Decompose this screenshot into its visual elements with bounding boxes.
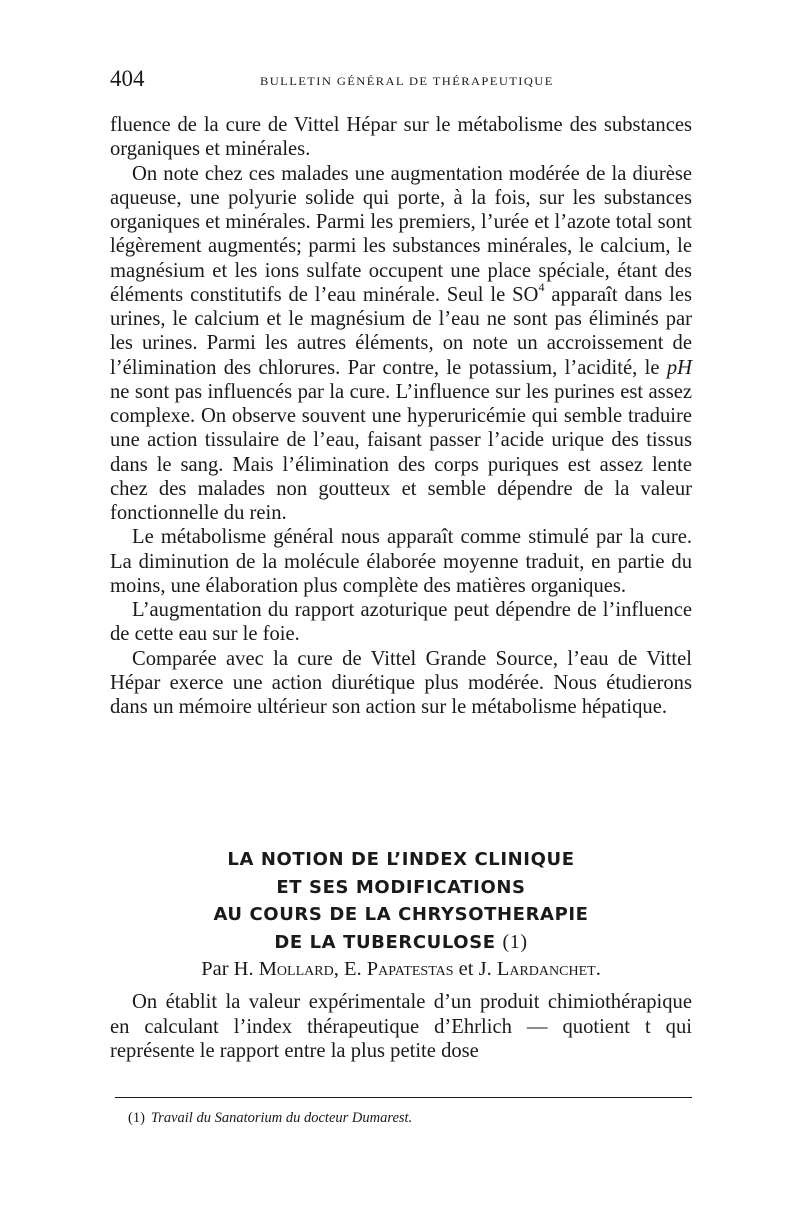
ph-term: pH <box>666 356 692 379</box>
paragraph-1: fluence de la cure de Vittel Hépar sur le métabolisme des substances organiques et minérales. <box>110 114 692 161</box>
title-line-3: AU COURS DE LA CHRYSOTHERAPIE <box>213 904 589 925</box>
byline-par: Par H. <box>201 958 254 980</box>
byline-sep-1: , E. <box>333 958 362 980</box>
footnote-rule <box>115 1097 692 1098</box>
title-line-4-text: DE LA TUBERCULOSE <box>274 931 496 953</box>
previous-article-text <box>110 113 692 719</box>
page-number: 404 <box>110 66 145 91</box>
sulfate-superscript: 4 <box>538 279 545 294</box>
intro-paragraph: On établit la valeur expérimentale d’un produit chimiothérapique en calculant l’index thérapeutique d’Ehrlich — quotient t qui représente le rapport entre la plus petite dose <box>110 991 692 1062</box>
paragraph-2 <box>110 162 692 526</box>
title-line-4 <box>110 929 692 957</box>
author-papatestas: Papatestas <box>366 958 454 980</box>
byline-end: . <box>595 958 601 980</box>
article-title <box>110 846 692 956</box>
title-line-1: LA NOTION DE L’INDEX CLINIQUE <box>227 849 575 870</box>
footnote-text: Travail du Sanatorium du docteur Dumarest. <box>150 1110 413 1126</box>
running-head <box>110 66 690 96</box>
title-footnote-ref: (1) <box>502 930 528 953</box>
paragraph-2-part-1: On note chez ces malades une augmentation modérée de la diurèse aqueuse, une polyurie solide qui porte, à la fois, sur les substances organiques et minérales. Parmi les premiers, l’urée et l’azote total sont légèrement augmentés; parmi les substances minérales, le calcium, le magnésium et les ions sulfate occupent une place spéciale, étant des éléments constitutifs de l’eau minérale. Seul le SO <box>110 162 692 306</box>
paragraph-2-part-2: apparaît dans les urines, le calcium et le magnésium de l’eau ne sont pas éliminés par les urines. Parmi les autres éléments, on note un accroissement de l’élimination des chlorures. Par contre, le potassium, l’acidité, le <box>110 283 693 379</box>
author-mollard: Mollard <box>258 958 334 980</box>
byline-sep-2: et J. <box>453 958 492 980</box>
paragraph-4: L’augmentation du rapport azoturique peut dépendre de l’influence de cette eau sur le foie. <box>110 599 692 646</box>
paragraph-3: Le métabolisme général nous apparaît comme stimulé par la cure. La diminution de la molécule élaborée moyenne traduit, en partie du moins, une élaboration plus complète des matières organiques. <box>110 526 692 597</box>
footnote <box>128 1110 412 1127</box>
footnote-number: (1) <box>128 1110 145 1126</box>
paragraph-5: Comparée avec la cure de Vittel Grande Source, l’eau de Vittel Hépar exerce une action diurétique plus modérée. Nous étudierons dans un mémoire ultérieur son action sur le métabolisme hépatique. <box>110 647 692 718</box>
article-intro <box>110 990 692 1064</box>
paragraph-2-part-3: ne sont pas influencés par la cure. L’influence sur les purines est assez complexe. On observe souvent une hyperuricémie qui semble traduire une action tissulaire de l’eau, faisant passer l’acide urique des tissus dans le sang. Mais l’élimination des corps puriques est assez lente chez des malades non goutteux et semble dépendre de la valeur fonctionnelle du rein. <box>110 380 692 524</box>
title-line-2: ET SES MODIFICATIONS <box>276 876 526 898</box>
byline <box>110 957 692 981</box>
journal-title: BULLETIN GÉNÉRAL DE THÉRAPEUTIQUE <box>260 74 554 88</box>
author-lardanchet: Lardanchet <box>496 958 596 980</box>
